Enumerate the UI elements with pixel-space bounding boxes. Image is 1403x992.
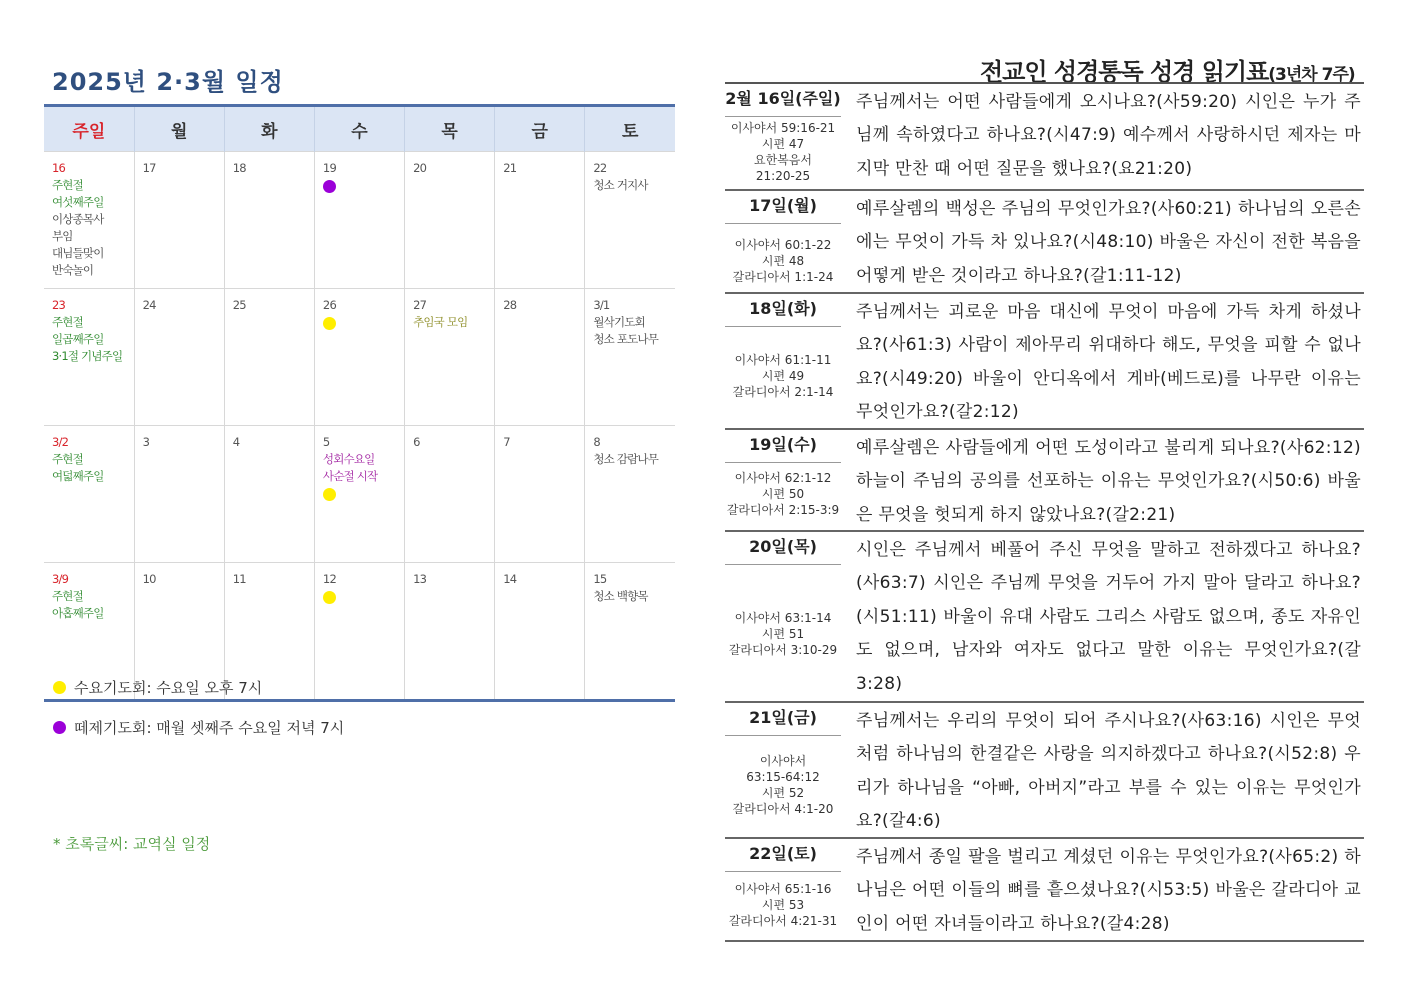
yellow-dot-icon — [323, 488, 336, 501]
meeting-event: 추임국 모임 — [413, 315, 468, 329]
reading-passages — [725, 610, 841, 658]
reading-passages — [725, 120, 841, 184]
calendar-day-cell — [134, 152, 224, 289]
weekday-header-0: 주일 — [44, 106, 134, 152]
passage-reference: 갈라디아서 2:15-3:9 — [726, 503, 840, 517]
legend-text: 떼제기도회: 매월 셋째주 수요일 저녁 7시 — [74, 719, 345, 737]
weekday-header-5: 금 — [495, 106, 585, 152]
church-office-event: 아홉째주일 — [52, 606, 104, 620]
day-number: 13 — [413, 572, 427, 586]
violet-dot-icon — [53, 721, 66, 734]
day-number: 12 — [322, 572, 336, 586]
reading-day-row — [725, 191, 1364, 294]
day-number: 22 — [593, 161, 607, 175]
reading-day-row — [725, 430, 1364, 532]
calendar-day-cell — [405, 289, 495, 426]
day-number: 17 — [142, 161, 156, 175]
calendar-day-cell — [495, 426, 585, 563]
schedule-event: 월삭기도회 — [593, 315, 645, 329]
calendar-day-cell — [44, 289, 134, 426]
passage-reference: 63:15-64:12 — [746, 770, 820, 784]
reading-questions: 예루살렘은 사람들에게 어떤 도성이라고 불리게 되나요?(사62:12) 하늘이 주님의 공의를 선포하는 이유는 무엇인가요?(시50:6) 바울은 무엇을 헛되게 하지 않았나요?(갈2:21) — [856, 438, 1361, 525]
calendar-week-row — [44, 289, 675, 426]
church-office-event: 3·1절 기념주일 — [52, 349, 123, 363]
reading-day-row — [725, 703, 1364, 839]
day-number: 14 — [503, 572, 517, 586]
schedule-event: 청소 감람나무 — [593, 452, 659, 466]
calendar-week-row — [44, 426, 675, 563]
day-number: 20 — [413, 161, 427, 175]
reading-day-label: 22일(토) — [725, 839, 841, 872]
reading-questions: 주님께서는 우리의 무엇이 되어 주시나요?(사63:16) 시인은 무엇처럼 하나님의 한결같은 사랑을 의지하겠다고 하나요?(시52:8) 우리가 하나님을 “아빠, 아버지”라고 부를 수 있는 이유는 무엇인가요?(갈4:6) — [856, 711, 1361, 832]
passage-reference: 이사야서 61:1-11 — [734, 353, 832, 367]
reading-day-label: 18일(화) — [725, 294, 841, 327]
day-number: 23 — [52, 298, 66, 312]
day-number: 7 — [503, 435, 510, 449]
violet-dot-icon — [323, 180, 336, 193]
calendar-day-cell — [495, 289, 585, 426]
calendar-day-cell — [224, 289, 314, 426]
calendar-day-cell — [585, 426, 675, 563]
day-number: 3 — [142, 435, 150, 449]
reading-passages — [725, 881, 841, 929]
day-number: 21 — [503, 161, 517, 175]
day-number: 16 — [52, 161, 66, 175]
calendar-day-cell — [495, 563, 585, 701]
weekday-header-1: 월 — [134, 106, 224, 152]
day-number: 15 — [593, 572, 607, 586]
day-number: 25 — [232, 298, 246, 312]
reading-day-label: 17일(월) — [725, 191, 841, 224]
passage-reference: 갈라디아서 2:1-14 — [732, 385, 834, 399]
schedule-event: 대님들맞이 — [52, 246, 104, 260]
calendar-day-cell — [405, 563, 495, 701]
day-number: 8 — [593, 435, 600, 449]
calendar-body — [44, 152, 675, 701]
passage-reference: 이사야서 59:16-21 — [730, 121, 836, 135]
schedule-event: 이상종목사 — [52, 212, 104, 226]
day-number: 4 — [232, 435, 240, 449]
weekday-header-6: 토 — [585, 106, 675, 152]
passage-reference: 시편 48 — [761, 254, 805, 268]
reading-day-row — [725, 839, 1364, 942]
day-number: 5 — [322, 435, 330, 449]
yellow-dot-icon — [323, 317, 336, 330]
calendar-day-cell — [44, 426, 134, 563]
reading-title-main: 전교인 성경통독 성경 읽기표 — [980, 58, 1269, 86]
reading-day-row — [725, 294, 1364, 430]
passage-reference: 요한복음서 — [754, 153, 812, 167]
calendar-day-cell — [134, 426, 224, 563]
schedule-event: 청소 거지사 — [593, 178, 648, 192]
day-number: 27 — [413, 298, 427, 312]
day-number: 11 — [232, 572, 246, 586]
reading-day-row — [725, 532, 1364, 703]
passage-reference: 이사야서 60:1-22 — [734, 238, 832, 252]
schedule-event: 청소 백향목 — [593, 589, 648, 603]
passage-reference: 갈라디아서 3:10-29 — [728, 643, 838, 657]
church-office-event: 주현절 — [52, 315, 83, 329]
reading-passages — [725, 753, 841, 817]
calendar-table — [44, 104, 675, 702]
reading-passages — [725, 237, 841, 285]
passage-reference: 시편 53 — [761, 898, 805, 912]
church-office-event: 주현절 — [52, 178, 83, 192]
reading-passages — [725, 352, 841, 400]
calendar-title: 2025년 2·3월 일정 — [52, 68, 284, 96]
reading-questions: 주님께서는 괴로운 마음 대신에 무엇이 마음에 가득 차게 하셨나요?(사61:3) 사람이 제아무리 위대하다 해도, 무엇을 피할 수 없나요?(시49:20) 바울이 안디옥에서 게바(베드로)를 나무란 이유는 무엇인가요?(갈2:12) — [856, 302, 1361, 423]
church-office-event: 주현절 — [52, 452, 83, 466]
passage-reference: 갈라디아서 4:21-31 — [728, 914, 838, 928]
yellow-dot-icon — [53, 681, 66, 694]
legend-text: 수요기도회: 수요일 오후 7시 — [74, 679, 263, 697]
weekday-header-2: 화 — [224, 106, 314, 152]
green-text-note: * 초록글씨: 교역실 일정 — [53, 835, 211, 853]
weekday-header-4: 목 — [405, 106, 495, 152]
calendar-day-cell — [314, 563, 404, 701]
passage-reference: 시편 49 — [761, 369, 805, 383]
calendar-day-cell — [495, 152, 585, 289]
yellow-dot-icon — [323, 591, 336, 604]
calendar-day-cell — [44, 152, 134, 289]
day-number: 18 — [232, 161, 246, 175]
calendar-day-cell — [585, 289, 675, 426]
passage-reference: 갈라디아서 1:1-24 — [732, 270, 834, 284]
church-office-event: 일곱째주일 — [52, 332, 104, 346]
reading-questions: 주님께서 종일 팔을 벌리고 계셨던 이유는 무엇인가요?(사65:2) 하나님은 어떤 이들의 뼈를 흩으셨나요?(시53:5) 바울은 갈라디아 교인이 어떤 자녀들이라고 하나요?(갈4:28) — [856, 847, 1361, 934]
legend-wednesday-prayer — [53, 677, 262, 698]
calendar-day-cell — [224, 426, 314, 563]
calendar-day-cell — [314, 289, 404, 426]
passage-reference: 시편 52 — [761, 786, 805, 800]
day-number: 28 — [503, 298, 517, 312]
schedule-event: 부임 — [52, 229, 73, 243]
liturgical-event: 성회수요일 — [322, 452, 375, 466]
day-number: 3/9 — [52, 572, 69, 586]
day-number: 10 — [142, 572, 156, 586]
calendar-day-cell — [585, 152, 675, 289]
schedule-event: 청소 포도나무 — [593, 332, 659, 346]
day-number: 19 — [322, 161, 336, 175]
day-number: 26 — [322, 298, 336, 312]
passage-reference: 이사야서 62:1-12 — [734, 471, 832, 485]
church-office-event: 여덟째주일 — [52, 469, 104, 483]
passage-reference: 시편 47 — [761, 137, 805, 151]
passage-reference: 이사야서 65:1-16 — [734, 882, 832, 896]
calendar-day-cell — [224, 152, 314, 289]
reading-day-row — [725, 84, 1364, 191]
day-number: 6 — [413, 435, 420, 449]
church-office-event: 주현절 — [52, 589, 83, 603]
calendar-day-cell — [405, 152, 495, 289]
reading-day-label: 20일(목) — [725, 532, 841, 565]
reading-questions: 시인은 주님께서 베풀어 주신 무엇을 말하고 전하겠다고 하나요?(사63:7) 시인은 주님께 무엇을 거두어 가지 말아 달라고 하나요?(시51:11) 바울이 유대 사람도 그리스 사람도 없으며, 종도 자유인도 없으며, 남자와 여자도 없다고 말한 이유는 무엇인가요?(갈3:28) — [856, 540, 1361, 694]
calendar-day-cell — [585, 563, 675, 701]
day-number: 3/2 — [52, 435, 69, 449]
reading-title-suffix: (3년차 7주) — [1268, 65, 1355, 85]
calendar-week-row — [44, 152, 675, 289]
calendar-day-cell — [314, 426, 404, 563]
reading-day-label: 2월 16일(주일) — [725, 84, 841, 117]
passage-reference: 시편 50 — [761, 487, 805, 501]
passage-reference: 이사야서 63:1-14 — [734, 611, 832, 625]
day-number: 3/1 — [593, 298, 610, 312]
liturgical-event: 사순절 시작 — [322, 469, 378, 483]
passage-reference: 21:20-25 — [755, 169, 811, 183]
calendar-day-cell — [314, 152, 404, 289]
legend-taize-prayer — [53, 717, 344, 738]
schedule-event: 반숙놀이 — [52, 263, 94, 277]
church-office-event: 여섯째주일 — [52, 195, 104, 209]
passage-reference: 갈라디아서 4:1-20 — [732, 802, 834, 816]
passage-reference: 시편 51 — [761, 627, 805, 641]
reading-questions: 주님께서는 어떤 사람들에게 오시나요?(사59:20) 시인은 누가 주님께 속하였다고 하나요?(시47:9) 예수께서 사랑하시던 제자는 마지막 만찬 때 어떤 질문을 했나요?(요21:20) — [856, 92, 1361, 179]
weekday-header-3: 수 — [314, 106, 404, 152]
passage-reference: 이사야서 — [759, 754, 807, 768]
weekday-header-row — [44, 106, 675, 152]
reading-questions: 예루살렘의 백성은 주님의 무엇인가요?(사60:21) 하나님의 오른손에는 무엇이 가득 차 있나요?(시48:10) 바울은 자신이 전한 복음을 어떻게 받은 것이라고 하나요?(갈1:11-12) — [856, 199, 1361, 286]
day-number: 24 — [142, 298, 156, 312]
reading-passages — [725, 470, 841, 518]
calendar-day-cell — [405, 426, 495, 563]
reading-day-label: 21일(금) — [725, 703, 841, 736]
calendar-day-cell — [134, 289, 224, 426]
reading-day-label: 19일(수) — [725, 430, 841, 463]
